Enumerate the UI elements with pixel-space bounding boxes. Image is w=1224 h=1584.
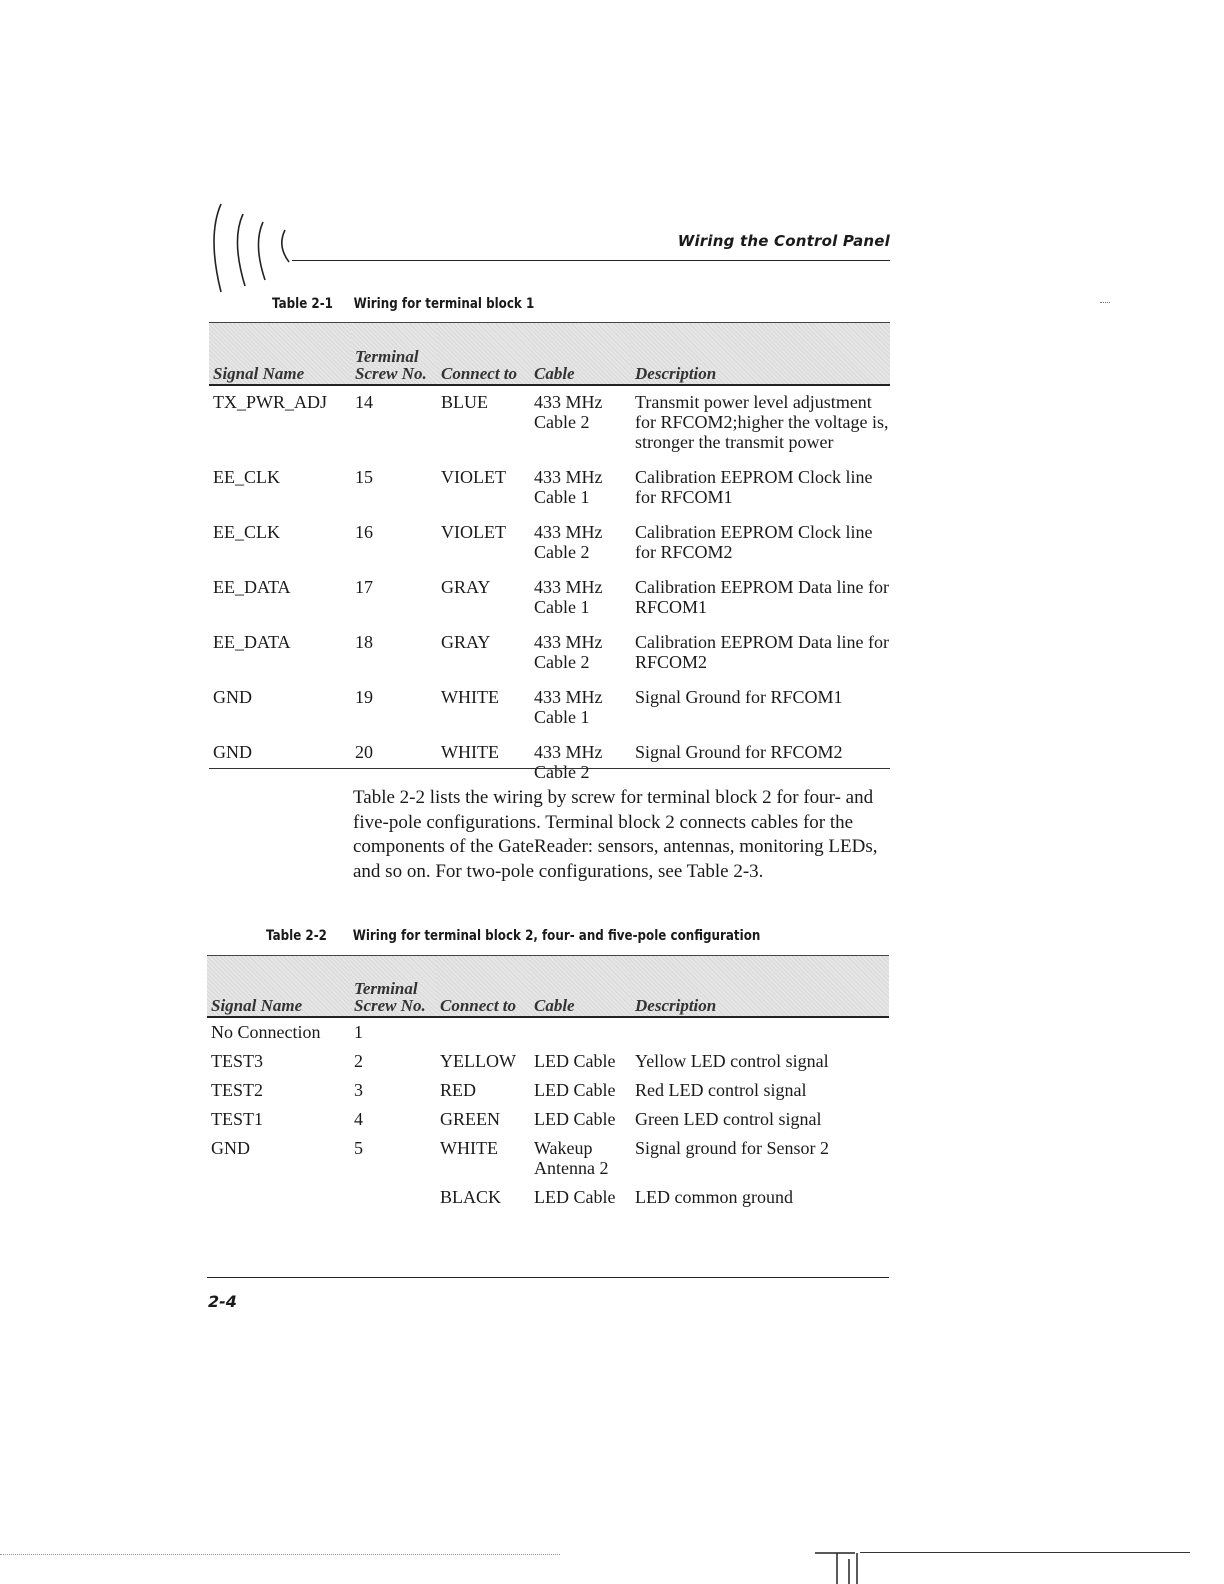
table1-col-header: Connect to — [437, 323, 530, 386]
table-row — [209, 626, 890, 681]
table2-caption-number: Table 2-2 — [266, 928, 327, 944]
table-cell: GRAY — [441, 632, 491, 652]
table-cell: 19 — [355, 687, 373, 707]
table-row — [209, 736, 890, 791]
table-cell: EE_CLK — [213, 522, 280, 542]
table-cell: Signal Ground for RFCOM1 — [635, 687, 843, 707]
table-cell: GRAY — [441, 577, 491, 597]
table-cell: 433 MHz Cable 2 — [534, 522, 603, 562]
table1 — [209, 322, 890, 791]
table-cell: EE_DATA — [213, 577, 291, 597]
body-paragraph: Table 2-2 lists the wiring by screw for terminal block 2 for four- and five-pole configurations. Terminal block 2 connects cables for the components of the GateReader: sensors, antennas, monitoring LEDs, and so on. For two-pole configurations, see Table 2-3. — [353, 787, 878, 882]
table-cell: 3 — [354, 1080, 363, 1100]
table-cell: Wakeup Antenna 2 — [534, 1138, 609, 1178]
table-cell: 20 — [355, 742, 373, 762]
table-row — [207, 1105, 889, 1134]
table-cell: WHITE — [440, 1138, 498, 1158]
table-cell: LED Cable — [534, 1187, 616, 1207]
table-cell: 17 — [355, 577, 373, 597]
table-cell: GND — [213, 687, 252, 707]
logo-arcs-icon — [205, 200, 300, 295]
table-cell: WHITE — [441, 742, 499, 762]
table2 — [207, 955, 889, 1212]
table-cell: TEST3 — [211, 1051, 263, 1071]
table-cell: Signal ground for Sensor 2 — [635, 1138, 829, 1158]
table-cell: 14 — [355, 392, 373, 412]
table2-col-header: Signal Name — [207, 956, 350, 1018]
table-row — [207, 1183, 889, 1212]
table-cell: GREEN — [440, 1109, 500, 1129]
table2-col-header: Connect to — [436, 956, 530, 1018]
table-cell: LED Cable — [534, 1109, 616, 1129]
table-cell: 4 — [354, 1109, 363, 1129]
table-cell — [631, 1017, 889, 1047]
table1-col-header: Description — [631, 323, 890, 386]
table-cell: Yellow LED control signal — [635, 1051, 829, 1071]
table-cell: GND — [211, 1138, 250, 1158]
table-row — [209, 385, 890, 461]
scan-artifact — [1100, 302, 1110, 303]
table-cell: Green LED control signal — [635, 1109, 822, 1129]
header-rule — [292, 260, 890, 261]
table-cell: 433 MHz Cable 2 — [534, 632, 603, 672]
table-row — [209, 516, 890, 571]
table-cell: 15 — [355, 467, 373, 487]
scan-artifact — [0, 1554, 560, 1555]
table-cell — [436, 1017, 530, 1047]
table-cell: Calibration EEPROM Data line for RFCOM2 — [635, 632, 889, 672]
table1-bottom-rule — [209, 768, 890, 769]
table-cell: LED common ground — [635, 1187, 793, 1207]
table-cell: Calibration EEPROM Clock line for RFCOM2 — [635, 522, 873, 562]
table-cell: LED Cable — [534, 1051, 616, 1071]
table-cell: 1 — [354, 1022, 363, 1042]
table-cell: Calibration EEPROM Clock line for RFCOM1 — [635, 467, 873, 507]
table-cell: BLUE — [441, 392, 488, 412]
table-cell: 433 MHz Cable 2 — [534, 742, 603, 782]
table-cell: RED — [440, 1080, 476, 1100]
table-cell: 16 — [355, 522, 373, 542]
page-number: 2-4 — [208, 1292, 237, 1311]
table-cell: Signal Ground for RFCOM2 — [635, 742, 843, 762]
table-cell: 18 — [355, 632, 373, 652]
table-cell: WHITE — [441, 687, 499, 707]
table-cell: VIOLET — [441, 522, 506, 542]
table1-caption — [272, 296, 534, 312]
table-cell: LED Cable — [534, 1080, 616, 1100]
table-cell: Calibration EEPROM Data line for RFCOM1 — [635, 577, 889, 617]
table-cell: EE_DATA — [213, 632, 291, 652]
table-cell: GND — [213, 742, 252, 762]
running-head: Wiring the Control Panel — [677, 232, 890, 250]
table-row — [207, 1047, 889, 1076]
table-cell: No Connection — [211, 1022, 321, 1042]
table1-header-row — [209, 323, 890, 386]
table-cell: 433 MHz Cable 1 — [534, 467, 603, 507]
table-cell: EE_CLK — [213, 467, 280, 487]
table1-col-header: Signal Name — [209, 323, 351, 386]
table-cell: Red LED control signal — [635, 1080, 807, 1100]
table-cell: 2 — [354, 1051, 363, 1071]
table-row — [207, 1076, 889, 1105]
table-row — [207, 1017, 889, 1047]
table-cell: 433 MHz Cable 1 — [534, 577, 603, 617]
table-row — [209, 461, 890, 516]
table-cell — [350, 1183, 436, 1212]
table1-col-header: Cable — [530, 323, 631, 386]
table2-header-row — [207, 956, 889, 1018]
table-cell: Transmit power level adjustment for RFCOM2;higher the voltage is, stronger the transmit power — [635, 392, 889, 452]
table-cell: TEST2 — [211, 1080, 263, 1100]
table2-col-header: Cable — [530, 956, 631, 1018]
table-cell: VIOLET — [441, 467, 506, 487]
table1-col-header: Terminal Screw No. — [351, 323, 437, 386]
table-row — [209, 571, 890, 626]
table2-col-header: Description — [631, 956, 889, 1018]
footer-rule — [207, 1277, 889, 1278]
table-row — [209, 681, 890, 736]
table1-caption-title: Wiring for terminal block 1 — [353, 296, 535, 312]
table1-caption-number: Table 2-1 — [272, 296, 333, 312]
scan-artifact — [860, 1552, 1190, 1553]
table2-caption-title: Wiring for terminal block 2, four- and five-pole configuration — [352, 928, 761, 944]
scan-artifact — [815, 1551, 865, 1584]
table2-caption — [266, 928, 760, 944]
table-cell: YELLOW — [440, 1051, 516, 1071]
table-cell: TX_PWR_ADJ — [213, 392, 328, 412]
table-cell — [530, 1017, 631, 1047]
table-cell — [207, 1183, 350, 1212]
table2-col-header: Terminal Screw No. — [350, 956, 436, 1018]
table-cell: 5 — [354, 1138, 363, 1158]
table-cell: TEST1 — [211, 1109, 263, 1129]
table-cell: 433 MHz Cable 2 — [534, 392, 603, 432]
table-row — [207, 1134, 889, 1183]
table-cell: 433 MHz Cable 1 — [534, 687, 603, 727]
table-cell: BLACK — [440, 1187, 502, 1207]
